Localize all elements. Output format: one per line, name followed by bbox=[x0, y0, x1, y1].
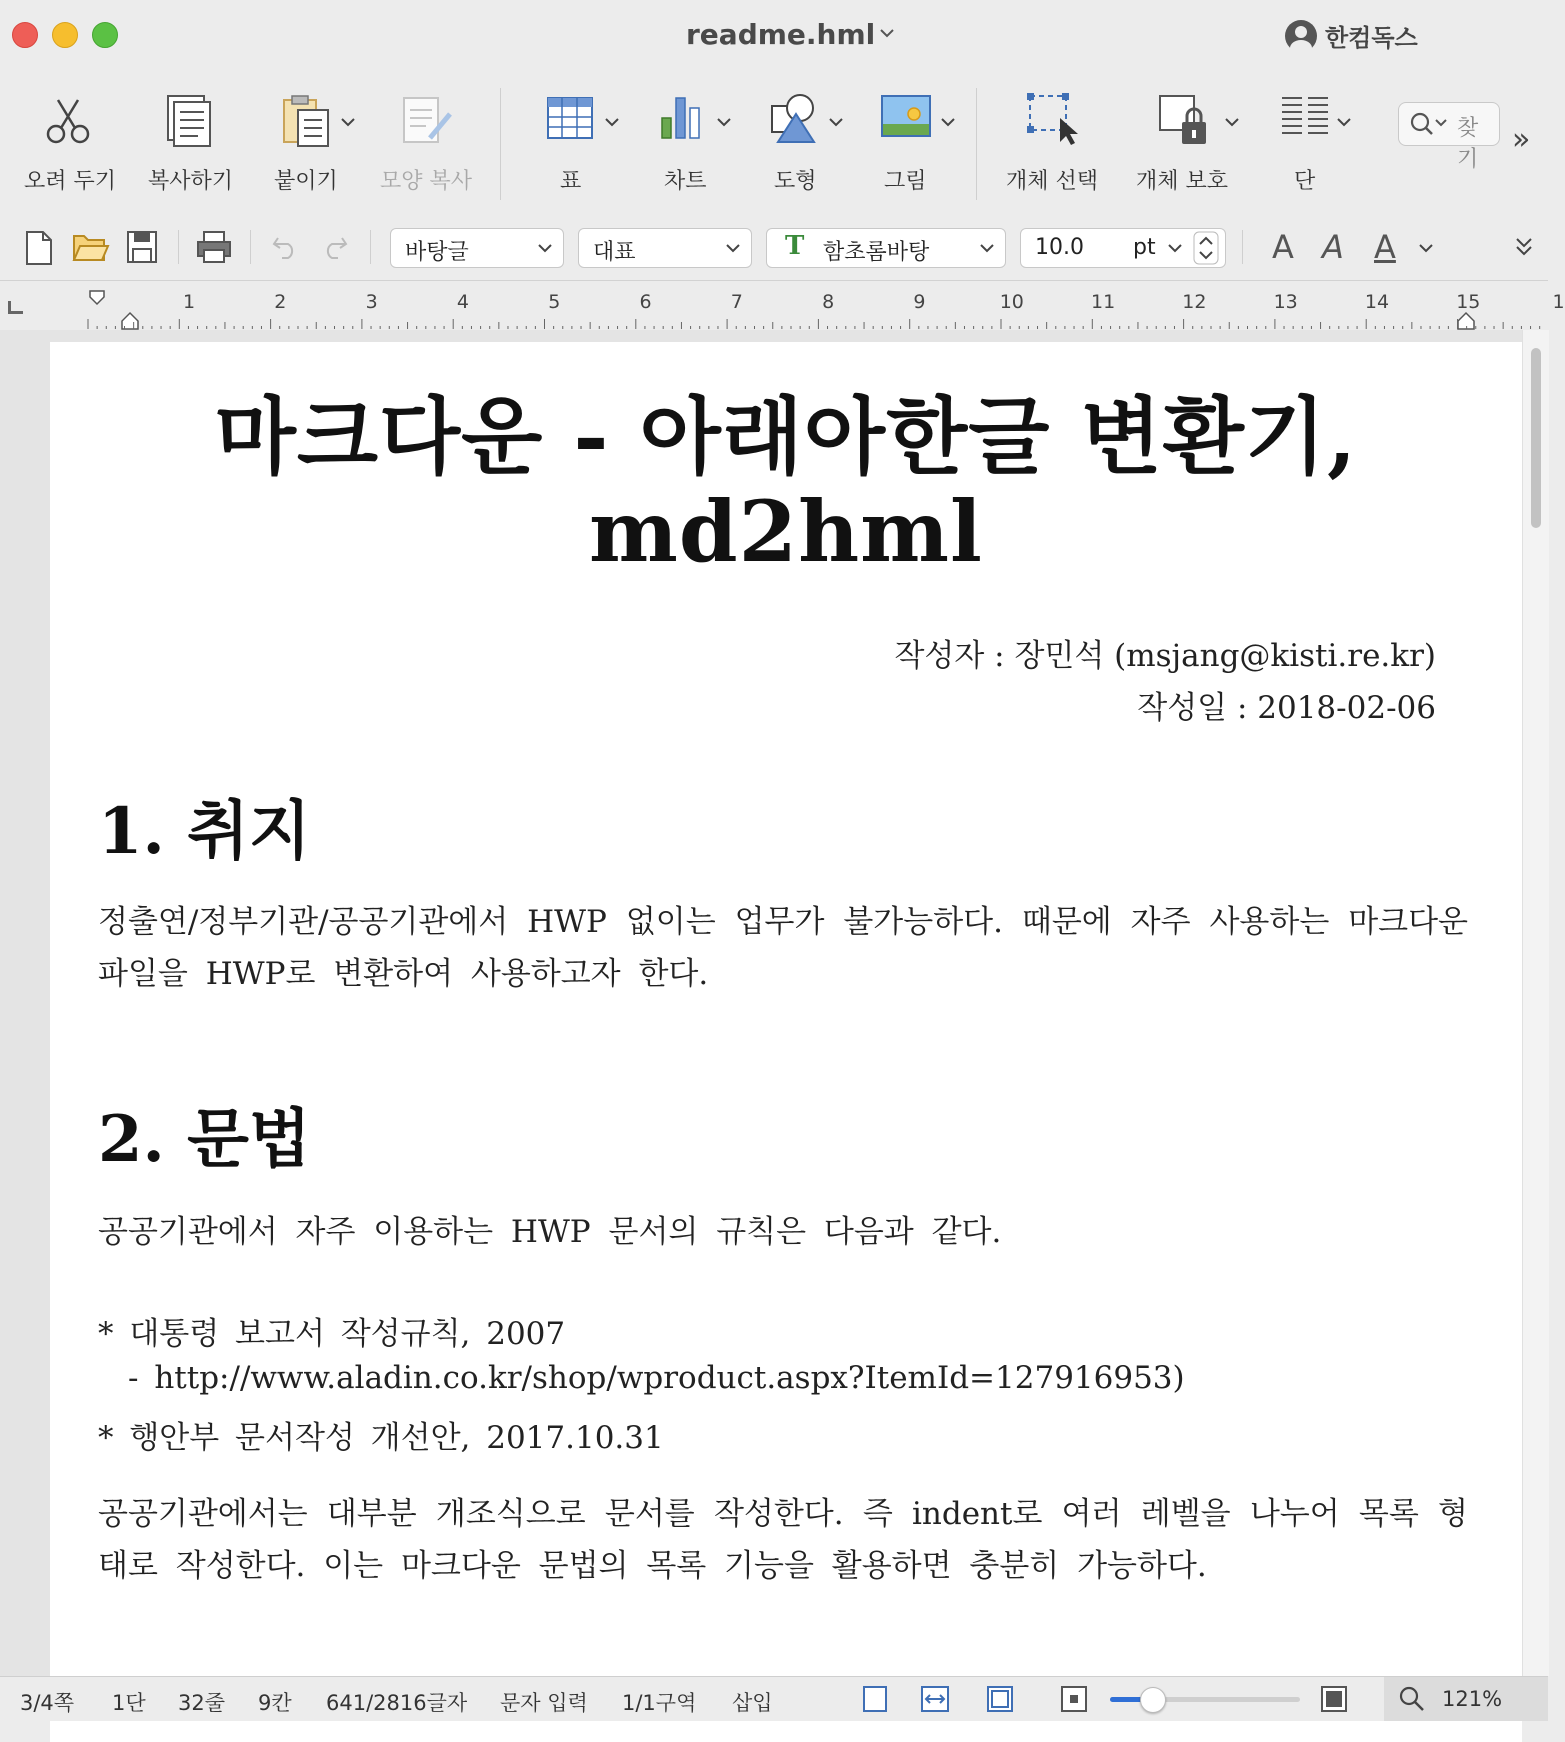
insert-shape-button[interactable] bbox=[764, 82, 864, 202]
print-icon[interactable] bbox=[196, 230, 232, 264]
undo-icon[interactable] bbox=[270, 230, 300, 260]
ruler-number: 3 bbox=[365, 291, 378, 313]
chevron-down-icon bbox=[979, 242, 995, 254]
find-label: 찾기 bbox=[1457, 116, 1479, 172]
insert-table-button[interactable] bbox=[540, 82, 640, 202]
magnifier-icon bbox=[1398, 1685, 1426, 1713]
title-bar bbox=[0, 0, 1548, 70]
insert-picture-button[interactable] bbox=[876, 82, 976, 202]
zoom-level: 121% bbox=[1442, 1687, 1503, 1711]
select-object-icon bbox=[1026, 92, 1082, 146]
truetype-font-icon: T bbox=[785, 231, 805, 261]
fit-width-icon[interactable] bbox=[920, 1685, 950, 1713]
zoom-slider[interactable] bbox=[1110, 1697, 1300, 1702]
ruler-number: 2 bbox=[274, 291, 287, 313]
status-char-column: 9칸 bbox=[258, 1691, 292, 1715]
chart-label: 차트 bbox=[664, 169, 707, 194]
stepper-icon[interactable] bbox=[1193, 231, 1219, 265]
chevron-down-icon[interactable] bbox=[340, 116, 356, 128]
copy-label: 복사하기 bbox=[148, 169, 234, 194]
scrollbar-thumb[interactable] bbox=[1531, 348, 1541, 528]
chevron-down-icon bbox=[725, 242, 741, 254]
ruler-number: 7 bbox=[730, 291, 743, 313]
chevron-down-icon[interactable] bbox=[604, 116, 620, 128]
table-label: 표 bbox=[560, 169, 582, 194]
tab-stop-icon[interactable] bbox=[8, 301, 23, 314]
author-line: 작성자 : 장민석 (msjang@kisti.re.kr) bbox=[894, 638, 1436, 674]
ruler-number: 10 bbox=[999, 291, 1024, 313]
toolbar-divider bbox=[250, 230, 251, 264]
ruler-number: 13 bbox=[1273, 291, 1298, 313]
account-name: 한컴독스 bbox=[1325, 24, 1418, 52]
open-folder-icon[interactable] bbox=[72, 230, 108, 264]
chevron-down-icon[interactable] bbox=[1224, 116, 1240, 128]
shape-label: 도형 bbox=[774, 169, 817, 194]
document-page[interactable] bbox=[50, 342, 1522, 1742]
section-paragraph-purpose: 정출연/정부기관/공공기관에서 HWP 없이는 업무가 불가능하다. 때문에 자주 사용하는 마크다운 파일을 HWP로 변환하여 사용하고자 한다. bbox=[98, 904, 1468, 992]
cut-button[interactable] bbox=[14, 82, 124, 202]
more-tools-button[interactable]: » bbox=[1512, 122, 1531, 157]
zoom-window-button[interactable] bbox=[92, 22, 118, 48]
status-column: 1단 bbox=[112, 1691, 146, 1715]
ruler-number: 11 bbox=[1091, 291, 1116, 313]
cut-label: 오려 두기 bbox=[24, 169, 117, 194]
full-page-icon[interactable] bbox=[986, 1685, 1014, 1713]
search-icon bbox=[1409, 111, 1453, 137]
font-size-unit: pt bbox=[1133, 235, 1156, 260]
ruler-number: 5 bbox=[548, 291, 561, 313]
status-input-mode: 문자 입력 bbox=[500, 1691, 588, 1715]
document-title-line-1: 마크다운 - 아래아한글 변환기, bbox=[214, 387, 1358, 486]
ruler-number: 1 bbox=[1552, 291, 1565, 313]
font-name-value: 함초롬바탕 bbox=[823, 240, 930, 265]
ruler-number: 9 bbox=[913, 291, 926, 313]
list-item: * 대통령 보고서 작성규칙, 2007 bbox=[98, 1316, 566, 1352]
toolbar-divider bbox=[370, 230, 371, 264]
list-item: * 행안부 문서작성 개선안, 2017.10.31 bbox=[98, 1420, 664, 1456]
paste-button[interactable] bbox=[264, 82, 364, 202]
status-line: 32줄 bbox=[178, 1691, 226, 1715]
picture-label: 그림 bbox=[884, 169, 927, 194]
document-title: readme.hml bbox=[686, 18, 876, 51]
chevron-down-icon[interactable] bbox=[880, 26, 894, 40]
status-char-count: 641/2816글자 bbox=[326, 1691, 468, 1715]
find-box[interactable] bbox=[1398, 102, 1500, 172]
section-heading-purpose: 1. 취지 bbox=[98, 794, 311, 869]
vertical-scrollbar[interactable] bbox=[1522, 330, 1549, 1676]
ruler-number: 4 bbox=[456, 291, 469, 313]
bar-chart-icon bbox=[658, 94, 706, 142]
status-page[interactable]: 3/4쪽 bbox=[20, 1691, 75, 1715]
horizontal-ruler[interactable] bbox=[0, 280, 1565, 331]
double-chevron-down-icon[interactable] bbox=[1514, 236, 1534, 258]
ruler-number: 1 bbox=[183, 291, 196, 313]
ruler-number: 15 bbox=[1456, 291, 1481, 313]
format-painter-label: 모양 복사 bbox=[380, 169, 473, 194]
ribbon-divider bbox=[500, 88, 501, 200]
redo-icon[interactable] bbox=[320, 230, 350, 260]
list-item-sub: - http://www.aladin.co.kr/shop/wproduct.aspx?ItemId=127916953) bbox=[128, 1360, 1185, 1396]
lock-icon bbox=[1156, 92, 1212, 148]
zoom-out-icon[interactable] bbox=[1060, 1685, 1088, 1713]
italic-button[interactable]: A bbox=[1322, 228, 1344, 266]
columns-icon bbox=[1280, 96, 1330, 136]
paragraph-style-select[interactable] bbox=[390, 228, 564, 268]
section-heading-syntax: 2. 문법 bbox=[98, 1102, 311, 1177]
document-area[interactable] bbox=[0, 330, 1548, 1676]
protect-object-button[interactable] bbox=[1130, 82, 1260, 202]
document-title-line-2: md2hml bbox=[589, 482, 983, 581]
chevron-down-icon[interactable] bbox=[828, 116, 844, 128]
zoom-slider-knob[interactable] bbox=[1140, 1687, 1166, 1713]
copy-button[interactable] bbox=[140, 82, 240, 202]
chevron-down-icon bbox=[537, 242, 553, 254]
section-paragraph-syntax-intro: 공공기관에서 자주 이용하는 HWP 문서의 규칙은 다음과 같다. bbox=[98, 1214, 1002, 1250]
shapes-icon bbox=[770, 92, 820, 144]
close-window-button[interactable] bbox=[12, 22, 38, 48]
status-insert-mode[interactable]: 삽입 bbox=[732, 1691, 773, 1715]
columns-label: 단 bbox=[1294, 169, 1316, 194]
minimize-window-button[interactable] bbox=[52, 22, 78, 48]
status-bar bbox=[0, 1676, 1548, 1721]
select-object-label: 개체 선택 bbox=[1006, 169, 1099, 194]
toolbar-divider bbox=[1242, 230, 1243, 264]
zoom-level-box[interactable] bbox=[1384, 1677, 1548, 1721]
date-line: 작성일 : 2018-02-06 bbox=[1137, 690, 1436, 726]
paragraph-style-value: 바탕글 bbox=[405, 240, 469, 265]
chevron-down-icon[interactable] bbox=[1167, 242, 1183, 254]
section-paragraph-syntax-body: 공공기관에서는 대부분 개조식으로 문서를 작성한다. 즉 indent로 여러 레벨을 나누어 목록 형태로 작성한다. 이는 마크다운 문법의 목록 기능을 활용하면 충분히 가능하다. bbox=[98, 1496, 1468, 1584]
font-size-field[interactable] bbox=[1020, 228, 1226, 268]
ruler-number: 12 bbox=[1182, 291, 1207, 313]
scissors-icon bbox=[44, 96, 94, 146]
protect-object-label: 개체 보호 bbox=[1136, 169, 1229, 194]
font-language-value: 대표 bbox=[593, 240, 636, 265]
font-name-select[interactable] bbox=[766, 228, 1006, 268]
new-document-icon[interactable] bbox=[24, 230, 54, 266]
save-icon[interactable] bbox=[126, 230, 158, 264]
chevron-down-icon[interactable] bbox=[940, 116, 956, 128]
bold-button[interactable]: A bbox=[1272, 228, 1294, 266]
status-section: 1/1구역 bbox=[622, 1691, 697, 1715]
account-menu[interactable] bbox=[1285, 18, 1418, 53]
ribbon-toolbar bbox=[0, 82, 1548, 202]
ruler-ticks bbox=[88, 317, 1548, 329]
page-view-icon[interactable] bbox=[862, 1685, 888, 1713]
zoom-in-icon[interactable] bbox=[1320, 1685, 1348, 1713]
font-language-select[interactable] bbox=[578, 228, 752, 268]
ribbon-divider bbox=[976, 88, 977, 200]
clipboard-icon bbox=[280, 92, 336, 148]
chevron-down-icon[interactable] bbox=[1418, 242, 1434, 254]
format-toolbar bbox=[0, 222, 1548, 278]
toolbar-divider bbox=[178, 230, 179, 264]
ruler-number: 14 bbox=[1364, 291, 1390, 313]
ruler-number: 8 bbox=[822, 291, 835, 313]
first-line-indent-icon[interactable] bbox=[88, 289, 106, 307]
font-size-value: 10.0 bbox=[1035, 235, 1084, 260]
format-painter-icon bbox=[400, 94, 456, 148]
chevron-down-icon[interactable] bbox=[716, 116, 732, 128]
copy-icon bbox=[164, 94, 214, 148]
ruler-number: 6 bbox=[639, 291, 652, 313]
select-object-button[interactable] bbox=[1000, 82, 1110, 202]
underline-button[interactable]: A bbox=[1374, 228, 1396, 266]
chevron-down-icon[interactable] bbox=[1336, 116, 1352, 128]
picture-icon bbox=[880, 94, 932, 140]
format-painter-button[interactable] bbox=[376, 82, 486, 202]
user-avatar-icon bbox=[1285, 20, 1317, 52]
insert-chart-button[interactable] bbox=[652, 82, 752, 202]
columns-button[interactable] bbox=[1270, 82, 1370, 202]
table-icon bbox=[546, 96, 594, 140]
paste-label: 붙이기 bbox=[274, 169, 338, 194]
